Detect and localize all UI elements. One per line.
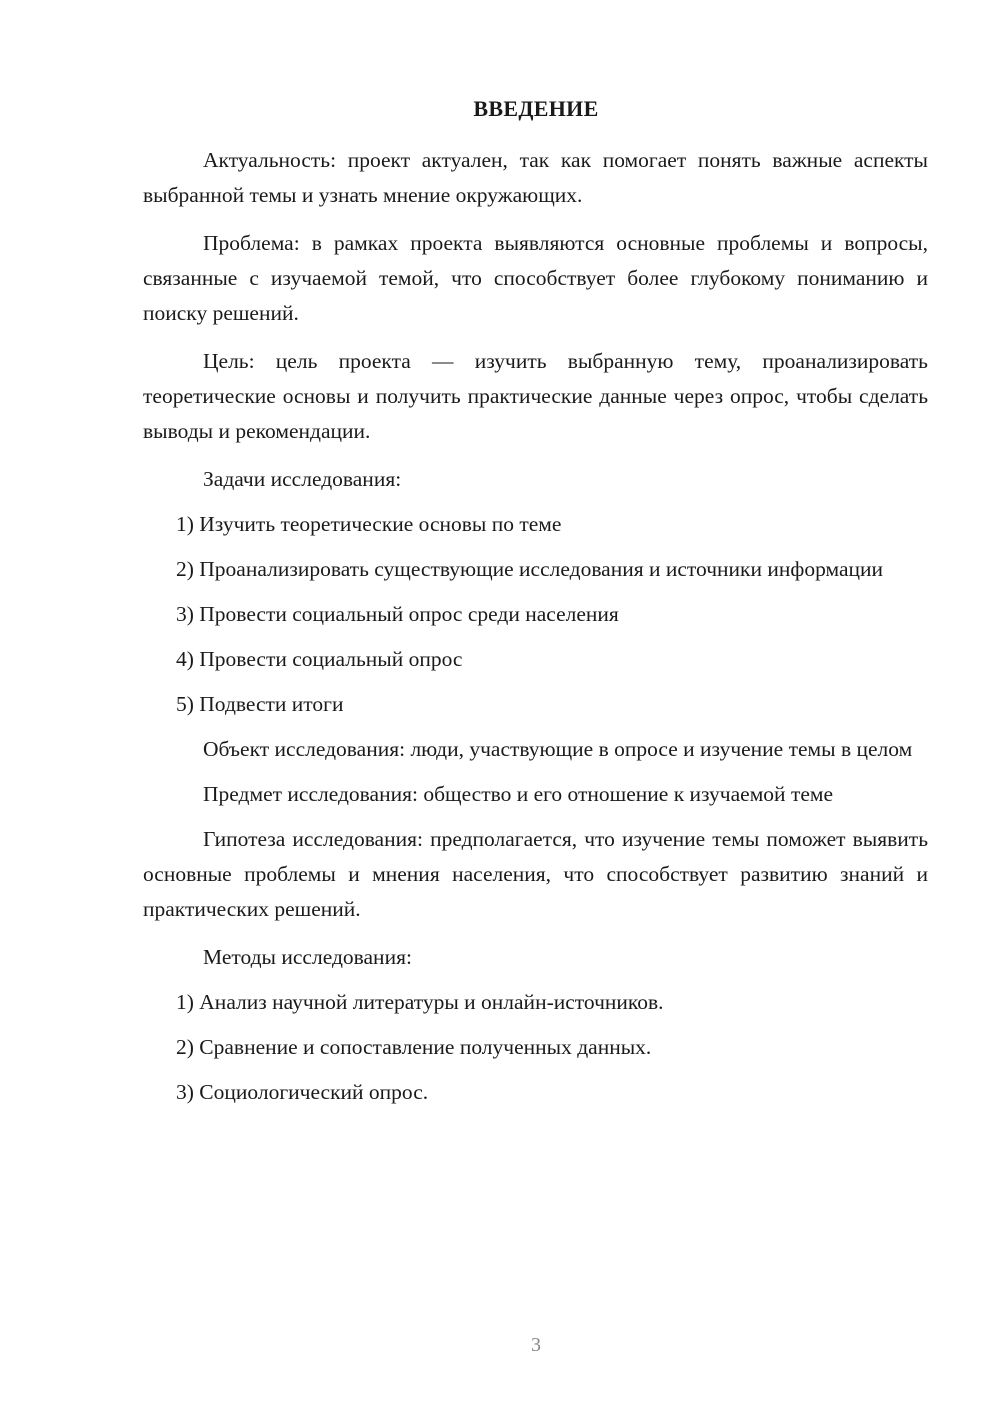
task-item: 1) Изучить теоретические основы по теме — [176, 512, 562, 536]
goal-paragraph: Цель: цель проекта — изучить выбранную тему, проанализировать теоретические основы и получить практические данные через опрос, чтобы сделать выводы и рекомендации. — [143, 349, 928, 443]
method-item: 1) Анализ научной литературы и онлайн-источников. — [176, 990, 664, 1014]
tasks-heading: Задачи исследования: — [203, 467, 402, 491]
task-item: 2) Проанализировать существующие исследования и источники информации — [176, 557, 884, 581]
page-number: 3 — [531, 1334, 541, 1356]
document-body — [143, 143, 928, 1110]
task-item: 4) Провести социальный опрос — [176, 647, 463, 671]
object-paragraph: Объект исследования: люди, участвующие в опросе и изучение темы в целом — [203, 737, 913, 761]
subject-paragraph: Предмет исследования: общество и его отношение к изучаемой теме — [203, 782, 834, 806]
relevance-paragraph: Актуальность: проект актуален, так как помогает понять важные аспекты выбранной темы и узнать мнение окружающих. — [143, 148, 928, 207]
method-item: 3) Социологический опрос. — [176, 1080, 429, 1104]
page-title: ВВЕДЕНИЕ — [473, 96, 599, 121]
task-item: 3) Провести социальный опрос среди населения — [176, 602, 619, 626]
task-item: 5) Подвести итоги — [176, 692, 344, 716]
methods-heading: Методы исследования: — [203, 945, 412, 969]
problem-paragraph: Проблема: в рамках проекта выявляются основные проблемы и вопросы, связанные с изучаемой темой, что способствует более глубокому пониманию и поиску решений. — [143, 231, 928, 325]
hypothesis-paragraph: Гипотеза исследования: предполагается, что изучение темы поможет выявить основные проблемы и мнения населения, что способствует развитию знаний и практических решений. — [143, 827, 928, 921]
method-item: 2) Сравнение и сопоставление полученных данных. — [176, 1035, 652, 1059]
